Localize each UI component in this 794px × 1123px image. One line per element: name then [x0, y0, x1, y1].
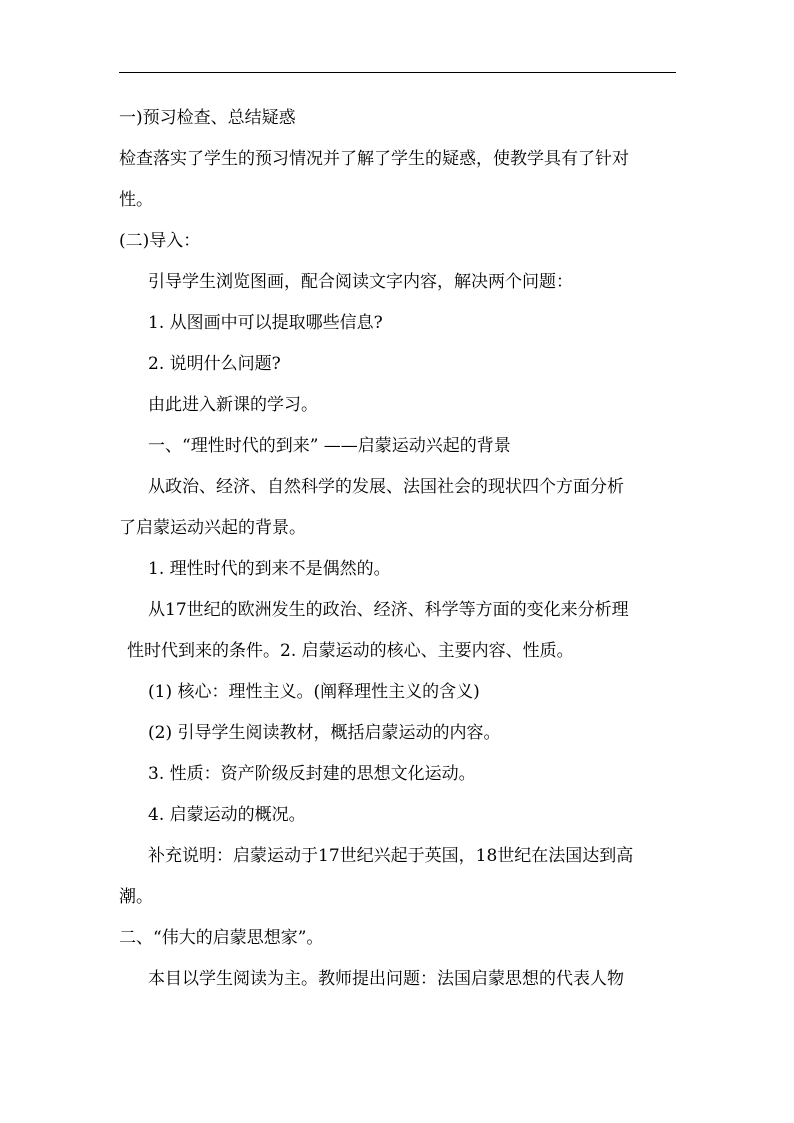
text-line: (二)导入： [119, 231, 201, 251]
document-body [119, 98, 679, 1000]
text-line: (1) 核心：理性主义。(阐释理性主义的含义) [148, 682, 480, 702]
text-line: 引导学生浏览图画，配合阅读文字内容，解决两个问题： [148, 272, 573, 292]
text-line: 1. 从图画中可以提取哪些信息? [148, 313, 383, 333]
text-line: 从政治、经济、自然科学的发展、法国社会的现状四个方面分析 [148, 477, 624, 497]
text-line: 本目以学生阅读为主。教师提出问题：法国启蒙思想的代表人物 [148, 969, 624, 989]
text-line: 从17世纪的欧洲发生的政治、经济、科学等方面的变化来分析理 [148, 600, 629, 620]
text-line: 2. 说明什么问题? [148, 354, 281, 374]
text-line: 1. 理性时代的到来不是偶然的。 [148, 559, 391, 579]
section-heading: 一、“理性时代的到来” ——启蒙运动兴起的背景 [148, 436, 511, 456]
text-line: 一)预习检查、总结疑惑 [119, 108, 296, 128]
section-heading: 二、“伟大的启蒙思想家”。 [119, 928, 324, 948]
text-line: 了启蒙运动兴起的背景。 [119, 518, 306, 538]
text-line: 补充说明：启蒙运动于17世纪兴起于英国，18世纪在法国达到高 [148, 846, 634, 866]
text-line: 性时代到来的条件。2. 启蒙运动的核心、主要内容、性质。 [127, 641, 574, 661]
text-line: 性。 [119, 190, 153, 210]
text-line: 潮。 [119, 887, 153, 907]
text-line: (2) 引导学生阅读教材，概括启蒙运动的内容。 [148, 723, 501, 743]
text-line: 检查落实了学生的预习情况并了解了学生的疑惑，使教学具有了针对 [119, 149, 629, 169]
text-line: 由此进入新课的学习。 [148, 395, 318, 415]
header-rule [119, 72, 676, 73]
text-line: 3. 性质：资产阶级反封建的思想文化运动。 [148, 764, 476, 784]
text-line: 4. 启蒙运动的概况。 [148, 805, 306, 825]
